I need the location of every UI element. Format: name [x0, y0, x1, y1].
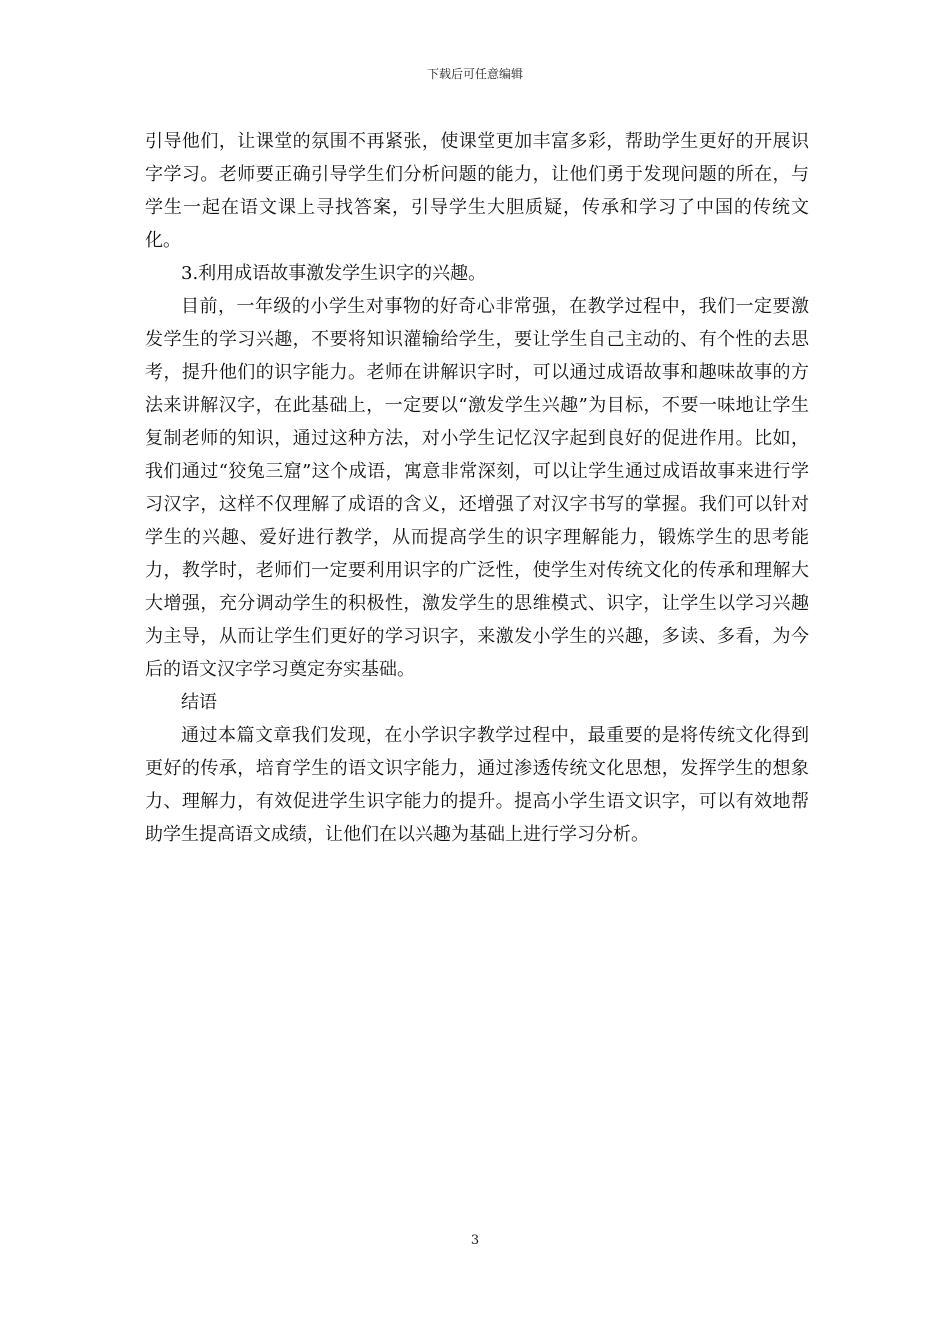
document-body [145, 125, 809, 851]
paragraph-continuation: 引导他们，让课堂的氛围不再紧张，使课堂更加丰富多彩，帮助学生更好的开展识字学习。老师要正确引导学生们分析问题的能力，让他们勇于发现问题的所在，与学生一起在语文课上寻找答案，引导学生大胆质疑，传承和学习了中国的传统文化。 [145, 131, 809, 251]
page-number: 3 [470, 1233, 480, 1248]
paragraph-conclusion: 通过本篇文章我们发现，在小学识字教学过程中，最重要的是将传统文化得到更好的传承，培育学生的语文识字能力，通过渗透传统文化思想，发挥学生的想象力、理解力，有效促进学生识字能力的提升。提高小学生语文识字，可以有效地帮助学生提高语文成绩，让他们在以兴趣为基础上进行学习分析。 [145, 725, 809, 845]
page-header: 下载后可任意编辑 [426, 67, 523, 81]
paragraph-idiom-stories: 目前，一年级的小学生对事物的好奇心非常强，在教学过程中，我们一定要激发学生的学习兴趣，不要将知识灌输给学生，要让学生自己主动的、有个性的去思考，提升他们的识字能力。老师在讲解识字时，可以通过成语故事和趣味故事的方法来讲解汉字，在此基础上，一定要以“激发学生兴趣”为目标，不要一味地让学生复制老师的知识，通过这种方法，对小学生记忆汉字起到良好的促进作用。比如，我们通过“狡兔三窟”这个成语，寓意非常深刻，可以让学生通过成语故事来进行学习汉字，这样不仅理解了成语的含义，还增强了对汉字书写的掌握。我们可以针对学生的兴趣、爱好进行教学，从而提高学生的识字理解能力，锻炼学生的思考能力，教学时，老师们一定要利用识字的广泛性，使学生对传统文化的传承和理解大大增强，充分调动学生的积极性，激发学生的思维模式、识字，让学生以学习兴趣为主导，从而让学生们更好的学习识字，来激发小学生的兴趣，多读、多看，为今后的语文汉字学习奠定夯实基础。 [145, 296, 809, 680]
section-heading-idiom-stories: 3.利用成语故事激发学生识字的兴趣。 [181, 263, 487, 284]
section-heading-conclusion: 结语 [181, 692, 217, 713]
